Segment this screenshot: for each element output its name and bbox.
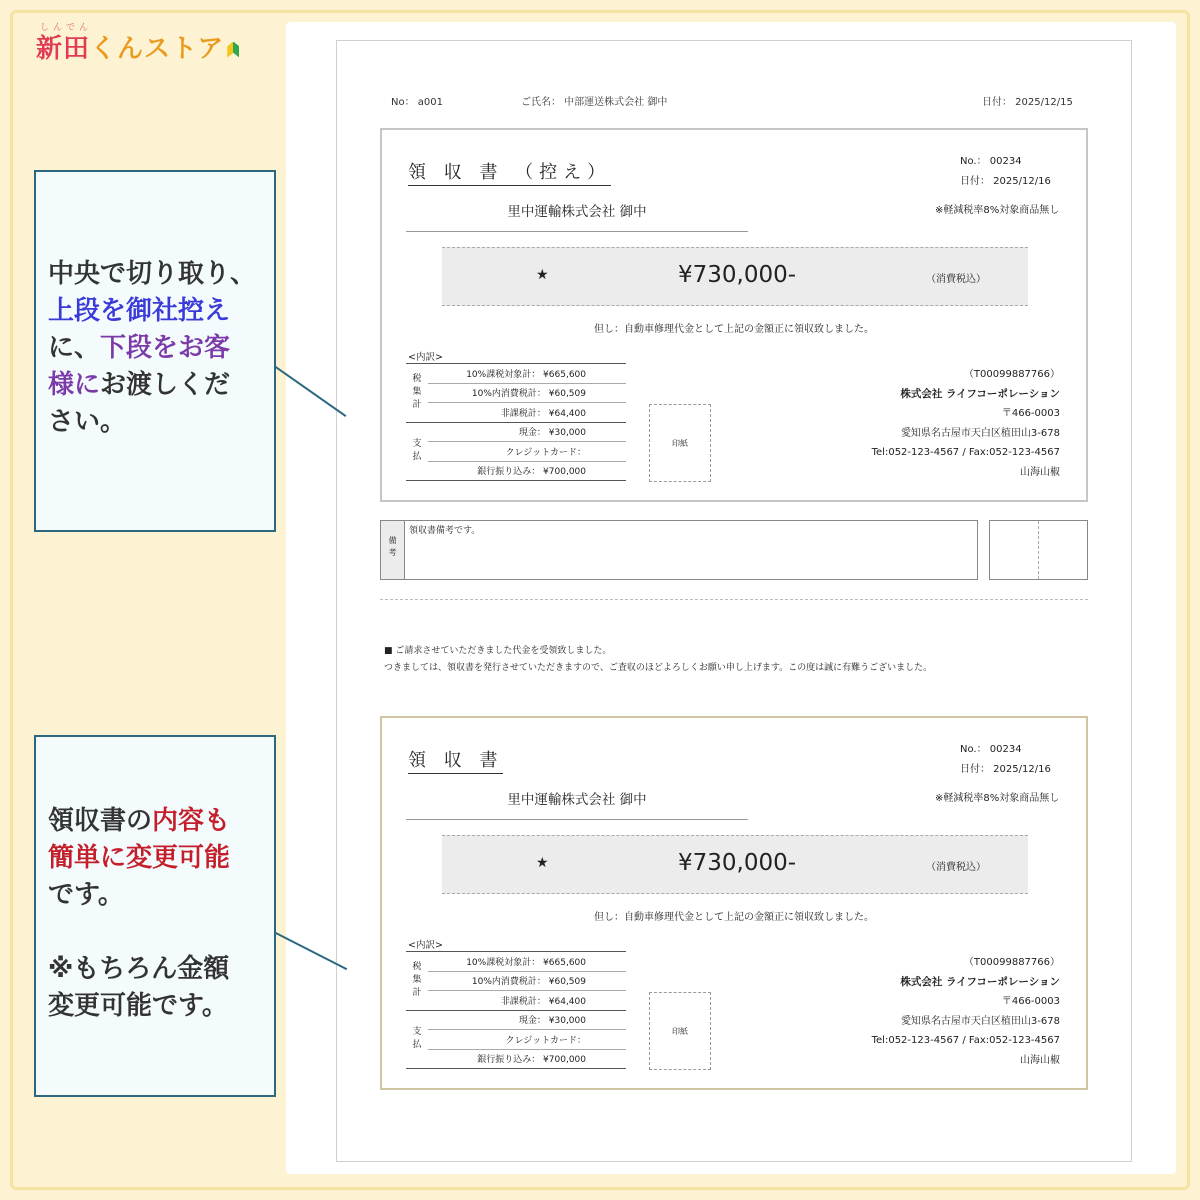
table-row: 銀行振り込み： ¥700,000 — [406, 461, 626, 481]
callout-line: 上段を御社控え — [48, 296, 231, 326]
receipt-no-block — [960, 740, 1051, 780]
receipt-addressee: 里中運輸株式会社 御中 — [406, 786, 748, 820]
receipt-date: 日付： 2025/12/16 — [960, 176, 1051, 187]
receipt-proviso: 但し：自動車修理代金として上記の金額正に領収致しました。 — [594, 324, 874, 335]
seal-box — [989, 520, 1088, 580]
breakdown-label: <内訳> — [408, 940, 443, 951]
star-icon: ★ — [536, 855, 549, 871]
receipt-title: 領 収 書 （控え） — [408, 158, 611, 186]
remarks-text: 領収書備考です。 — [409, 526, 481, 536]
receipt-customer — [380, 716, 1088, 1090]
amount-value: ¥730,000- — [678, 262, 797, 288]
callout-line: 領収書の内容も — [48, 806, 231, 836]
receipt-no: No.： 00234 — [960, 156, 1022, 167]
logo-text-1: 新田 — [36, 34, 91, 64]
callout-line: 変更可能です。 — [48, 991, 228, 1021]
amount-value: ¥730,000- — [678, 850, 797, 876]
table-row: 10%内消費税計： ¥60,509 — [406, 383, 626, 403]
message-line-1: ■ ご請求させていただきました代金を受領致しました。 — [384, 646, 612, 656]
breakdown-table — [406, 951, 626, 1069]
table-row: 支 払 現金： ¥30,000 — [406, 1010, 626, 1030]
revenue-stamp-box: 印紙 — [649, 992, 711, 1070]
remarks-box — [380, 520, 978, 580]
receipt-title: 領 収 書 — [408, 746, 503, 774]
table-row: 10%内消費税計： ¥60,509 — [406, 971, 626, 991]
table-row: クレジットカード： — [406, 1030, 626, 1050]
callout-line: ※もちろん金額 — [48, 954, 230, 984]
table-row: 税 集 計 10%課税対象計： ¥665,600 — [406, 364, 626, 384]
receipt-copy — [380, 128, 1088, 502]
table-row: 銀行振り込み： ¥700,000 — [406, 1049, 626, 1069]
issuer-info: （T00099887766） 株式会社 ライフコーポレーション 〒466-0003 愛知県名古屋市天白区植田山3-678 Tel:052-123-4567 / Fax:052-123-4567 山海山椒 — [871, 957, 1060, 1066]
remarks-label: 備 考 — [381, 521, 405, 579]
logo-ruby: しんでん — [40, 23, 93, 33]
amount-box — [442, 247, 1028, 306]
reduced-tax-note: ※軽減税率8%対象商品無し — [935, 205, 1060, 216]
logo-text-2: くんストア — [90, 34, 225, 64]
callout-line: 様にお渡しくだ — [48, 370, 231, 400]
message-line-2: つきましては、領収書を発行させていただきますので、ご査収のほどよろしくお願い申し上げます。この度は誠に有難うございました。 — [384, 663, 933, 673]
header-customer: ご氏名： 中部運送株式会社 御中 — [521, 97, 668, 108]
tax-included-note: （消費税込） — [926, 274, 986, 285]
header-date: 日付： 2025/12/15 — [982, 97, 1073, 108]
callout-editable-info — [34, 735, 276, 1097]
reduced-tax-note: ※軽減税率8%対象商品無し — [935, 793, 1060, 804]
callout-line: です。 — [48, 880, 124, 910]
table-row: 支 払 現金： ¥30,000 — [406, 422, 626, 442]
callout-line: に、下段をお客 — [48, 333, 231, 363]
tax-included-note: （消費税込） — [926, 862, 986, 873]
table-row: 非課税計： ¥64,400 — [406, 991, 626, 1011]
callout-cut-instructions — [34, 170, 276, 532]
receipt-no-block — [960, 152, 1051, 192]
callout-line: さい。 — [48, 407, 127, 437]
issuer-info: （T00099887766） 株式会社 ライフコーポレーション 〒466-0003 愛知県名古屋市天白区植田山3-678 Tel:052-123-4567 / Fax:052-123-4567 山海山椒 — [871, 369, 1060, 478]
header-no: No： a001 — [391, 97, 443, 108]
table-row: 非課税計： ¥64,400 — [406, 403, 626, 423]
beginner-mark-icon — [227, 42, 239, 58]
store-logo — [36, 23, 239, 65]
table-row: クレジットカード： — [406, 442, 626, 462]
receipt-date: 日付： 2025/12/16 — [960, 764, 1051, 775]
cut-line — [380, 599, 1088, 600]
receipt-no: No.： 00234 — [960, 744, 1022, 755]
star-icon: ★ — [536, 267, 549, 283]
callout-line: 簡単に変更可能 — [48, 843, 231, 873]
amount-box — [442, 835, 1028, 894]
receipt-proviso: 但し：自動車修理代金として上記の金額正に領収致しました。 — [594, 912, 874, 923]
table-row: 税 集 計 10%課税対象計： ¥665,600 — [406, 952, 626, 972]
revenue-stamp-box: 印紙 — [649, 404, 711, 482]
callout-line: 中央で切り取り、 — [48, 259, 257, 289]
breakdown-label: <内訳> — [408, 352, 443, 363]
receipt-addressee: 里中運輸株式会社 御中 — [406, 198, 748, 232]
breakdown-table — [406, 363, 626, 481]
